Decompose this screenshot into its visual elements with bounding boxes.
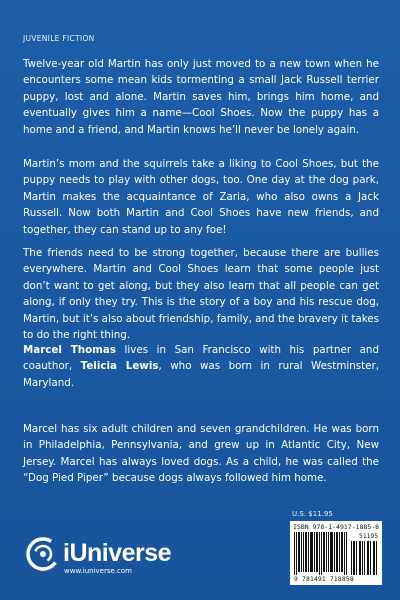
price-label: U.S. $11.95 — [292, 510, 333, 518]
genre-label: JUVENILE FICTION — [23, 34, 95, 43]
ean-digits-text: 9 781491 718858 — [294, 576, 354, 583]
author-bio-paragraph — [23, 342, 379, 391]
author-name-1: Marcel Thomas — [23, 344, 116, 356]
author-bio-text-2: , who was born in rural Westminster, Maryland. — [23, 360, 379, 389]
ean-barcode-bars — [294, 532, 349, 575]
iuniverse-swirl-icon — [26, 537, 60, 571]
isbn-barcode — [290, 521, 382, 585]
author-bio-text-1: lives in San Francisco with his partner and coauthor, — [23, 344, 379, 373]
publisher-name: iUniverse — [63, 539, 172, 567]
price-addon-bars — [351, 541, 377, 575]
isbn-text: ISBN 978-1-4917-1885-8 — [293, 523, 380, 531]
author-name-2: Telicia Lewis — [80, 360, 159, 373]
author-bio-paragraph-2: Marcel has six adult children and seven grandchildren. He was born in Philadelphia, Pennsylvania, and grew up in Atlantic City, New Jersey. Marcel has always loved dogs. As a child, he was called the “Dog Pied Piper” because dogs always followed him home. — [23, 423, 379, 485]
synopsis-paragraph-1: Twelve-year old Martin has only just moved to a new town when he encounters some mean kids tormenting a small Jack Russell terrier puppy, lost and alone. Martin saves him, brings him home, and eventually gives him a name—Cool Shoes. Now the puppy has a home and a friend, and Martin knows he’ll never be lonely again. — [23, 58, 379, 136]
price-code-text: 51195 — [359, 533, 378, 540]
synopsis-paragraph-3: The friends need to be strong together, because there are bullies everywhere. Martin and Cool Shoes learn that some people just don’t want to get along, but they also learn that all people can get along, if only they try. This is the story of a boy and his rescue dog, Martin, but it’s also about friendship, family, and the bravery it takes to do the right thing. — [23, 247, 379, 342]
synopsis-paragraph-2: Martin’s mom and the squirrels take a liking to Cool Shoes, but the puppy needs to play with other dogs, too. One day at the dog park, Martin makes the acquaintance of Zaria, who also owns a Jack Russell. Now both Martin and Cool Shoes have new friends, and together, they can stand up to any foe! — [23, 158, 379, 236]
publisher-url: www.iuniverse.com — [64, 567, 132, 575]
publisher-logo — [26, 537, 176, 577]
